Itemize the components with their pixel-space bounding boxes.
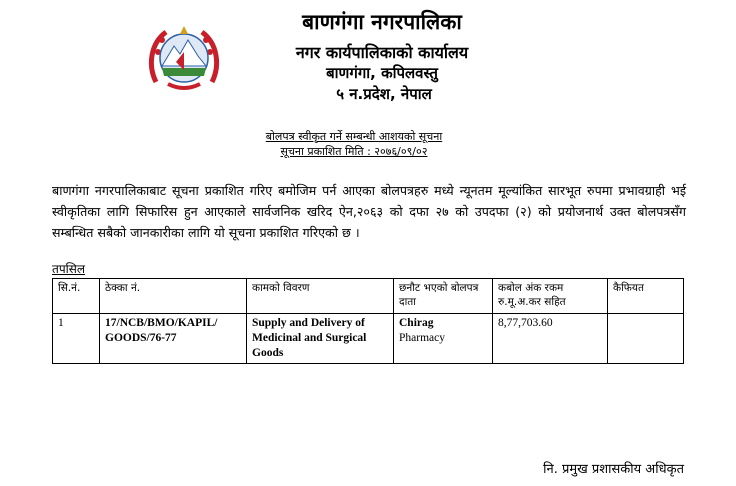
col-description: कामको विवरण	[247, 279, 394, 314]
notice-body: बाणगंगा नगरपालिकाबाट सूचना प्रकाशित गरिए बमोजिम पर्न आएका बोलपत्रहरु मध्ये न्यूनतम मूल्यांकित सारभूत रुपमा प्रभावग्राही भई स्वीकृतिका लागि सिफारिस हुन आएकाले सार्वजनिक खरिद ऐन,२०६३ को दफा २७ को उपदफा (२) को प्रयोजनार्थ उक्त बोलपत्रसँग सम्बन्धित सबैको जानकारीका लागि यो सूचना प्रकाशित गरिएको छ ।	[52, 183, 686, 240]
publication-date: सूचना प्रकाशित मिति : २०७६/०९/०२	[280, 145, 428, 158]
col-bidder: छनौट भएको बोलपत्र दाता	[394, 279, 493, 314]
bidder-name: Chirag	[399, 317, 434, 329]
bidder-name-rest: Pharmacy	[399, 332, 445, 344]
cell-contract-no: 17/NCB/BMO/KAPIL/ GOODS/76-77	[100, 314, 247, 364]
bid-table	[52, 278, 684, 364]
cell-remarks	[608, 314, 684, 364]
cell-description: Supply and Delivery of Medicinal and Surgical Goods	[247, 314, 394, 364]
notice-title: बोलपत्र स्वीकृत गर्ने सम्बन्धी आशयको सूचना	[265, 130, 443, 143]
cell-sn: 1	[53, 314, 100, 364]
signatory-title: नि. प्रमुख प्रशासकीय अधिकृत	[543, 462, 684, 477]
office-location: बाणगंगा, कपिलवस्तु	[326, 64, 438, 82]
cell-bidder	[394, 314, 493, 364]
table-row	[53, 314, 684, 364]
details-caption: तपसिल	[52, 262, 86, 276]
province-line: ५ न.प्रदेश, नेपाल	[336, 85, 432, 103]
table-header-row	[53, 279, 684, 314]
col-sn: सि.नं.	[53, 279, 100, 314]
col-contract-no: ठेक्का नं.	[100, 279, 247, 314]
office-name: नगर कार्यपालिकाको कार्यालय	[295, 43, 469, 62]
col-amount: कबोल अंक रकम रु.मू.अ.कर सहित	[493, 279, 608, 314]
cell-amount: 8,77,703.60	[493, 314, 608, 364]
municipality-name: बाणगंगा नगरपालिका	[302, 10, 462, 34]
col-remarks: कैफियत	[608, 279, 684, 314]
